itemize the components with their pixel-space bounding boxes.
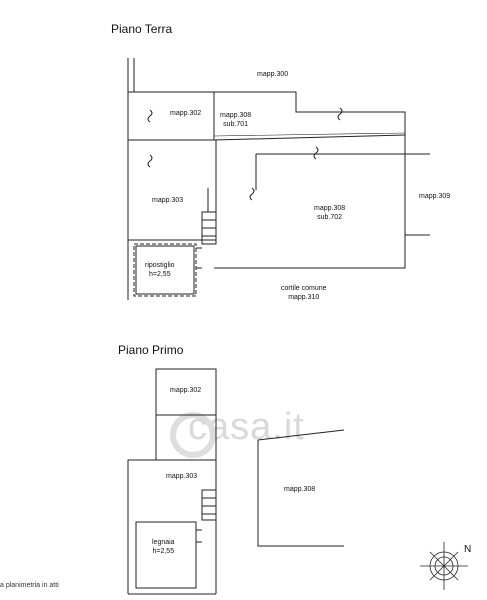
first-left-wall bbox=[128, 415, 156, 594]
ground-room-mapp303 bbox=[128, 140, 216, 240]
label-first-mapp303: mapp.303 bbox=[166, 473, 198, 480]
ground-door-2 bbox=[148, 155, 152, 167]
label-legnaia-l1: legnaia bbox=[152, 539, 175, 546]
compass-icon bbox=[420, 542, 468, 590]
ground-door-3 bbox=[338, 108, 342, 120]
label-mapp308-sub702-l2: sub.702 bbox=[317, 214, 343, 221]
ground-room-sub702 bbox=[214, 154, 405, 268]
label-mapp308-sub702 bbox=[314, 204, 345, 222]
label-ripostiglio-l1: ripostiglio bbox=[145, 262, 175, 269]
ground-door-5 bbox=[250, 188, 254, 200]
label-mapp302: mapp.302 bbox=[170, 110, 202, 117]
label-ripostiglio-l2: h=2,55 bbox=[148, 271, 171, 278]
compass-north-label: N bbox=[464, 544, 472, 555]
title-piano-primo: Piano Primo bbox=[118, 343, 184, 357]
label-mapp308-sub701-l1: mapp.308 bbox=[220, 112, 252, 119]
label-cortile-l2: mapp.310 bbox=[288, 294, 320, 301]
label-cortile-l1: cortile comune bbox=[281, 285, 327, 292]
label-first-mapp302: mapp.302 bbox=[170, 387, 202, 394]
label-mapp303: mapp.303 bbox=[152, 197, 184, 204]
label-mapp300: mapp.300 bbox=[257, 71, 289, 78]
title-piano-terra: Piano Terra bbox=[111, 22, 173, 36]
ground-door-1 bbox=[148, 110, 152, 122]
label-first-mapp308: mapp.308 bbox=[284, 486, 316, 493]
footer-note: a planimetria in atti bbox=[0, 582, 59, 589]
ground-door-4 bbox=[314, 147, 318, 159]
label-mapp309: mapp.309 bbox=[419, 193, 451, 200]
label-ripostiglio bbox=[145, 261, 175, 279]
label-legnaia bbox=[152, 538, 175, 556]
label-mapp308-sub701-l2: sub.701 bbox=[223, 121, 249, 128]
label-mapp308-sub702-l1: mapp.308 bbox=[314, 205, 346, 212]
watermark-text: casa.it bbox=[188, 406, 305, 448]
label-mapp308-sub701 bbox=[220, 111, 251, 129]
label-legnaia-l2: h=2,55 bbox=[152, 548, 175, 555]
first-stairs bbox=[202, 490, 216, 520]
label-cortile bbox=[281, 284, 327, 302]
